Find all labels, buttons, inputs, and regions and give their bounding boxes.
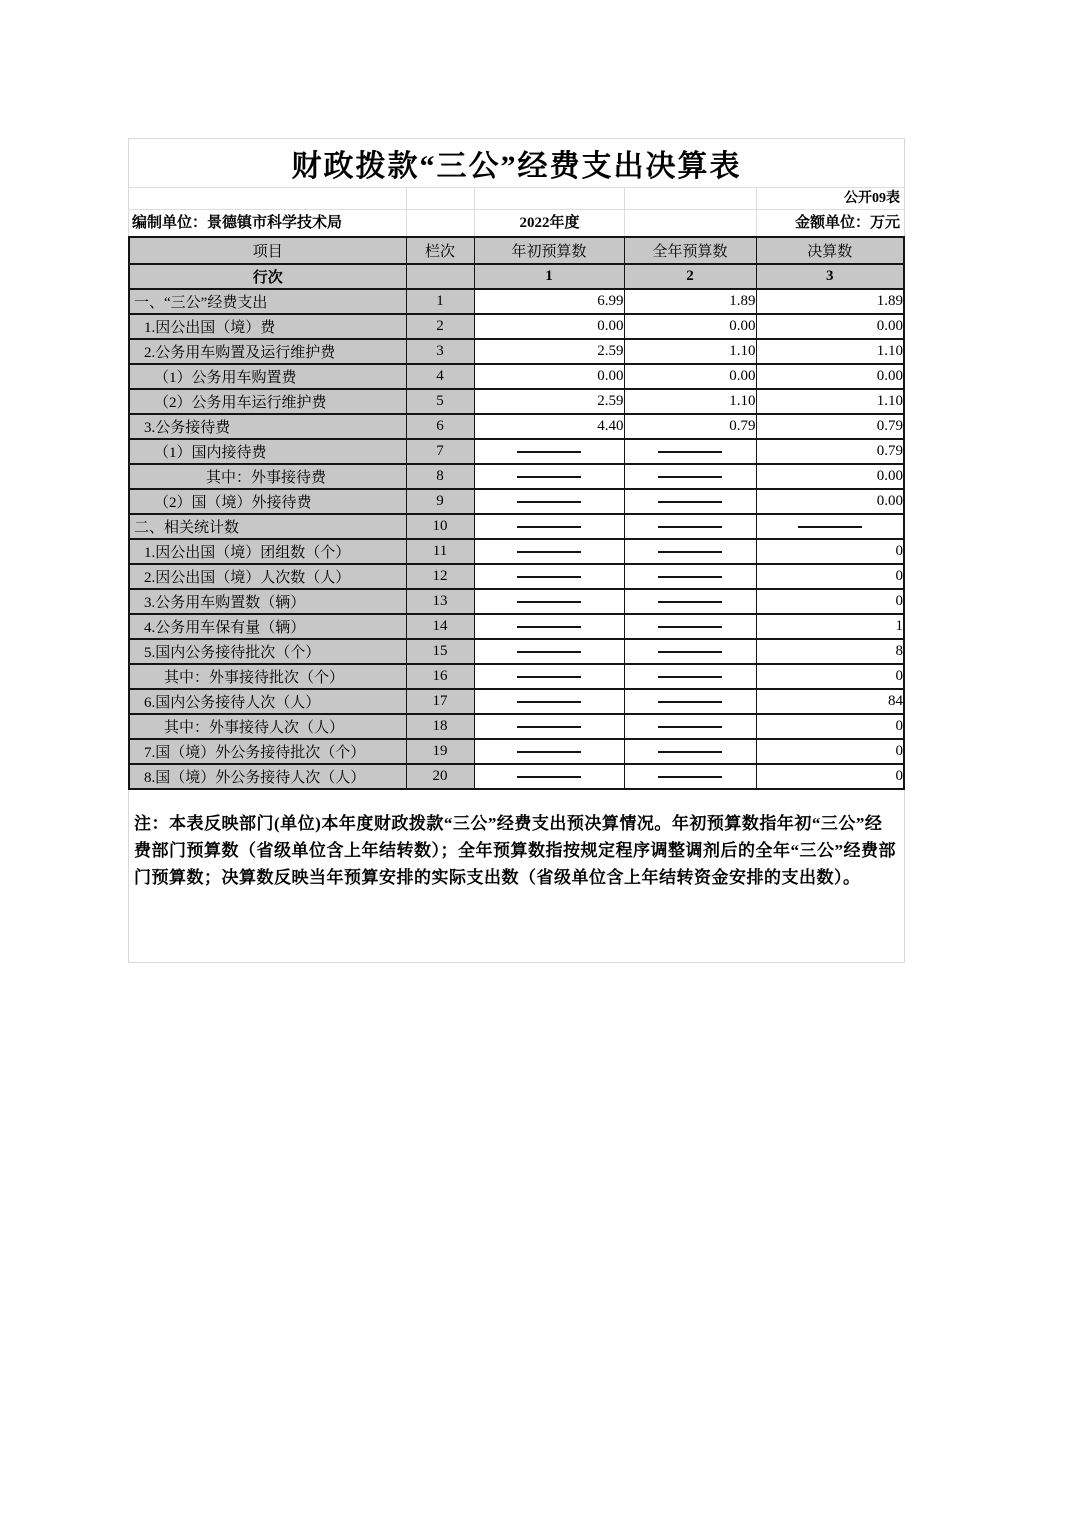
value-cell: 1.10	[624, 339, 756, 364]
value-cell: 0	[756, 589, 904, 614]
dash-placeholder	[658, 676, 722, 678]
value-cell: 0.00	[756, 364, 904, 389]
table-row	[129, 314, 904, 339]
row-number-cell: 5	[406, 389, 474, 414]
row-number-cell: 6	[406, 414, 474, 439]
value-cell: 0	[756, 664, 904, 689]
header-row	[129, 237, 904, 264]
item-label-cell: 其中：外事接待人次（人）	[129, 714, 406, 739]
table-row	[129, 364, 904, 389]
table-row	[129, 639, 904, 664]
row-number-cell: 8	[406, 464, 474, 489]
value-cell: 0.00	[624, 364, 756, 389]
dash-placeholder	[658, 701, 722, 703]
row-number-cell: 20	[406, 764, 474, 789]
line-number-row	[129, 264, 904, 289]
item-label-cell: 其中：外事接待费	[129, 464, 406, 489]
item-label-cell: 5.国内公务接待批次（个）	[129, 639, 406, 664]
value-cell	[624, 639, 756, 664]
value-cell	[474, 764, 624, 789]
table-row	[129, 739, 904, 764]
dash-placeholder	[658, 501, 722, 503]
dash-placeholder	[517, 526, 581, 528]
value-cell: 1.10	[624, 389, 756, 414]
dash-placeholder	[517, 551, 581, 553]
value-cell	[474, 614, 624, 639]
col-header-fullyear-budget: 全年预算数	[624, 237, 756, 264]
value-cell	[474, 439, 624, 464]
table-row	[129, 614, 904, 639]
compiling-unit: 编制单位：景德镇市科学技术局	[132, 215, 343, 231]
item-label-cell: 1.因公出国（境）团组数（个）	[129, 539, 406, 564]
value-cell: 0	[756, 764, 904, 789]
value-cell: 0.79	[756, 414, 904, 439]
value-cell: 0	[756, 739, 904, 764]
dash-placeholder	[658, 576, 722, 578]
item-label-cell: 二、相关统计数	[129, 514, 406, 539]
item-label-cell: 3.公务接待费	[129, 414, 406, 439]
item-label-cell: 2.因公出国（境）人次数（人）	[129, 564, 406, 589]
row-number-cell: 10	[406, 514, 474, 539]
value-cell	[474, 514, 624, 539]
row-number-cell: 11	[406, 539, 474, 564]
value-cell	[624, 739, 756, 764]
row-number-cell: 18	[406, 714, 474, 739]
value-cell: 1.10	[756, 339, 904, 364]
value-cell	[474, 589, 624, 614]
value-cell	[624, 664, 756, 689]
table-row	[129, 564, 904, 589]
row-number-cell: 19	[406, 739, 474, 764]
value-cell: 0.00	[474, 364, 624, 389]
table-row	[129, 539, 904, 564]
value-cell: 4.40	[474, 414, 624, 439]
row-number-cell: 3	[406, 339, 474, 364]
table-row	[129, 439, 904, 464]
unit-year-row	[129, 210, 904, 236]
dash-placeholder	[658, 526, 722, 528]
value-cell	[474, 714, 624, 739]
value-cell: 0.00	[756, 314, 904, 339]
table-row	[129, 289, 904, 314]
value-cell: 1.10	[756, 389, 904, 414]
value-cell	[474, 564, 624, 589]
dash-placeholder	[517, 776, 581, 778]
value-cell: 0.00	[756, 489, 904, 514]
value-cell	[624, 514, 756, 539]
meta-rows	[129, 188, 904, 236]
item-label-cell: （1）公务用车购置费	[129, 364, 406, 389]
row-number-cell: 15	[406, 639, 474, 664]
value-cell	[756, 514, 904, 539]
dash-placeholder	[658, 651, 722, 653]
value-cell: 2.59	[474, 339, 624, 364]
item-label-cell: （1）国内接待费	[129, 439, 406, 464]
dash-placeholder	[517, 676, 581, 678]
line-number-blank	[406, 264, 474, 289]
report-title: 财政拨款“三公”经费支出决算表	[291, 150, 742, 183]
row-number-cell: 13	[406, 589, 474, 614]
item-label-cell: 7.国（境）外公务接待批次（个）	[129, 739, 406, 764]
item-label-cell: 6.国内公务接待人次（人）	[129, 689, 406, 714]
dash-placeholder	[517, 701, 581, 703]
dash-placeholder	[658, 626, 722, 628]
table-row	[129, 764, 904, 789]
dash-placeholder	[517, 601, 581, 603]
dash-placeholder	[658, 451, 722, 453]
value-cell: 0	[756, 714, 904, 739]
item-label-cell: 其中：外事接待批次（个）	[129, 664, 406, 689]
row-number-cell: 16	[406, 664, 474, 689]
value-cell: 0.79	[624, 414, 756, 439]
row-number-cell: 4	[406, 364, 474, 389]
value-cell: 0.00	[624, 314, 756, 339]
value-cell: 1	[756, 614, 904, 639]
item-label-cell: 4.公务用车保有量（辆）	[129, 614, 406, 639]
value-cell: 1.89	[624, 289, 756, 314]
meta-spacer	[406, 210, 474, 236]
table-row	[129, 464, 904, 489]
amount-unit: 金额单位：万元	[756, 210, 904, 236]
value-cell	[474, 639, 624, 664]
dash-placeholder	[658, 476, 722, 478]
value-cell	[624, 589, 756, 614]
dash-placeholder	[517, 501, 581, 503]
value-cell	[624, 489, 756, 514]
table-row	[129, 514, 904, 539]
table-row	[129, 589, 904, 614]
row-number-cell: 7	[406, 439, 474, 464]
line-number-col3: 3	[756, 264, 904, 289]
row-number-cell: 17	[406, 689, 474, 714]
meta-spacer	[624, 188, 756, 209]
dash-placeholder	[658, 751, 722, 753]
title-row	[129, 139, 904, 188]
value-cell	[624, 714, 756, 739]
value-cell	[474, 739, 624, 764]
item-label-cell: （2）公务用车运行维护费	[129, 389, 406, 414]
dash-placeholder	[658, 726, 722, 728]
value-cell	[474, 664, 624, 689]
dash-placeholder	[658, 776, 722, 778]
dash-placeholder	[658, 551, 722, 553]
value-cell: 84	[756, 689, 904, 714]
value-cell: 0.00	[756, 464, 904, 489]
item-label-cell: 一、“三公”经费支出	[129, 289, 406, 314]
col-header-column-no: 栏次	[406, 237, 474, 264]
value-cell: 2.59	[474, 389, 624, 414]
dash-placeholder	[517, 626, 581, 628]
col-header-initial-budget: 年初预算数	[474, 237, 624, 264]
item-label-cell: 3.公务用车购置数（辆）	[129, 589, 406, 614]
dash-placeholder	[517, 651, 581, 653]
value-cell	[474, 489, 624, 514]
meta-spacer	[474, 188, 624, 209]
table-row	[129, 664, 904, 689]
row-number-cell: 12	[406, 564, 474, 589]
col-header-final-accounts: 决算数	[756, 237, 904, 264]
row-number-cell: 1	[406, 289, 474, 314]
dash-placeholder	[798, 526, 862, 528]
value-cell	[624, 464, 756, 489]
item-label-cell: 8.国（境）外公务接待人次（人）	[129, 764, 406, 789]
table-row	[129, 414, 904, 439]
row-number-cell: 9	[406, 489, 474, 514]
line-number-label: 行次	[129, 264, 406, 289]
row-number-cell: 14	[406, 614, 474, 639]
budget-table	[128, 236, 905, 790]
item-label-cell: 2.公务用车购置及运行维护费	[129, 339, 406, 364]
col-header-item: 项目	[129, 237, 406, 264]
line-number-col1: 1	[474, 264, 624, 289]
table-row	[129, 714, 904, 739]
line-number-col2: 2	[624, 264, 756, 289]
value-cell: 0.79	[756, 439, 904, 464]
value-cell	[474, 689, 624, 714]
dash-placeholder	[517, 451, 581, 453]
meta-spacer	[129, 188, 406, 209]
dash-placeholder	[517, 576, 581, 578]
item-label-cell: （2）国（境）外接待费	[129, 489, 406, 514]
value-cell: 8	[756, 639, 904, 664]
fiscal-year: 2022年度	[474, 210, 624, 236]
value-cell: 0	[756, 539, 904, 564]
item-label-cell: 1.因公出国（境）费	[129, 314, 406, 339]
dash-placeholder	[517, 726, 581, 728]
value-cell: 6.99	[474, 289, 624, 314]
doc-code-row	[129, 188, 904, 210]
dash-placeholder	[658, 601, 722, 603]
value-cell	[474, 539, 624, 564]
meta-spacer	[624, 210, 756, 236]
dash-placeholder	[517, 751, 581, 753]
value-cell: 0	[756, 564, 904, 589]
value-cell	[624, 689, 756, 714]
doc-code: 公开09表	[756, 188, 904, 209]
table-row	[129, 389, 904, 414]
table-row	[129, 489, 904, 514]
value-cell	[624, 764, 756, 789]
value-cell: 0.00	[474, 314, 624, 339]
dash-placeholder	[517, 476, 581, 478]
table-row	[129, 689, 904, 714]
table-row	[129, 339, 904, 364]
footnote: 注：本表反映部门(单位)本年度财政拨款“三公”经费支出预决算情况。年初预算数指年初“三公”经费部门预算数（省级单位含上年结转数）；全年预算数指按规定程序调整调剂后的全年“三公”经费部门预算数；决算数反映当年预算安排的实际支出数（省级单位含上年结转资金安排的支出数）。	[134, 814, 896, 887]
value-cell	[624, 564, 756, 589]
value-cell	[624, 614, 756, 639]
row-number-cell: 2	[406, 314, 474, 339]
meta-spacer	[406, 188, 474, 209]
value-cell	[474, 464, 624, 489]
report-sheet	[128, 138, 905, 963]
value-cell	[624, 439, 756, 464]
value-cell	[624, 539, 756, 564]
value-cell: 1.89	[756, 289, 904, 314]
